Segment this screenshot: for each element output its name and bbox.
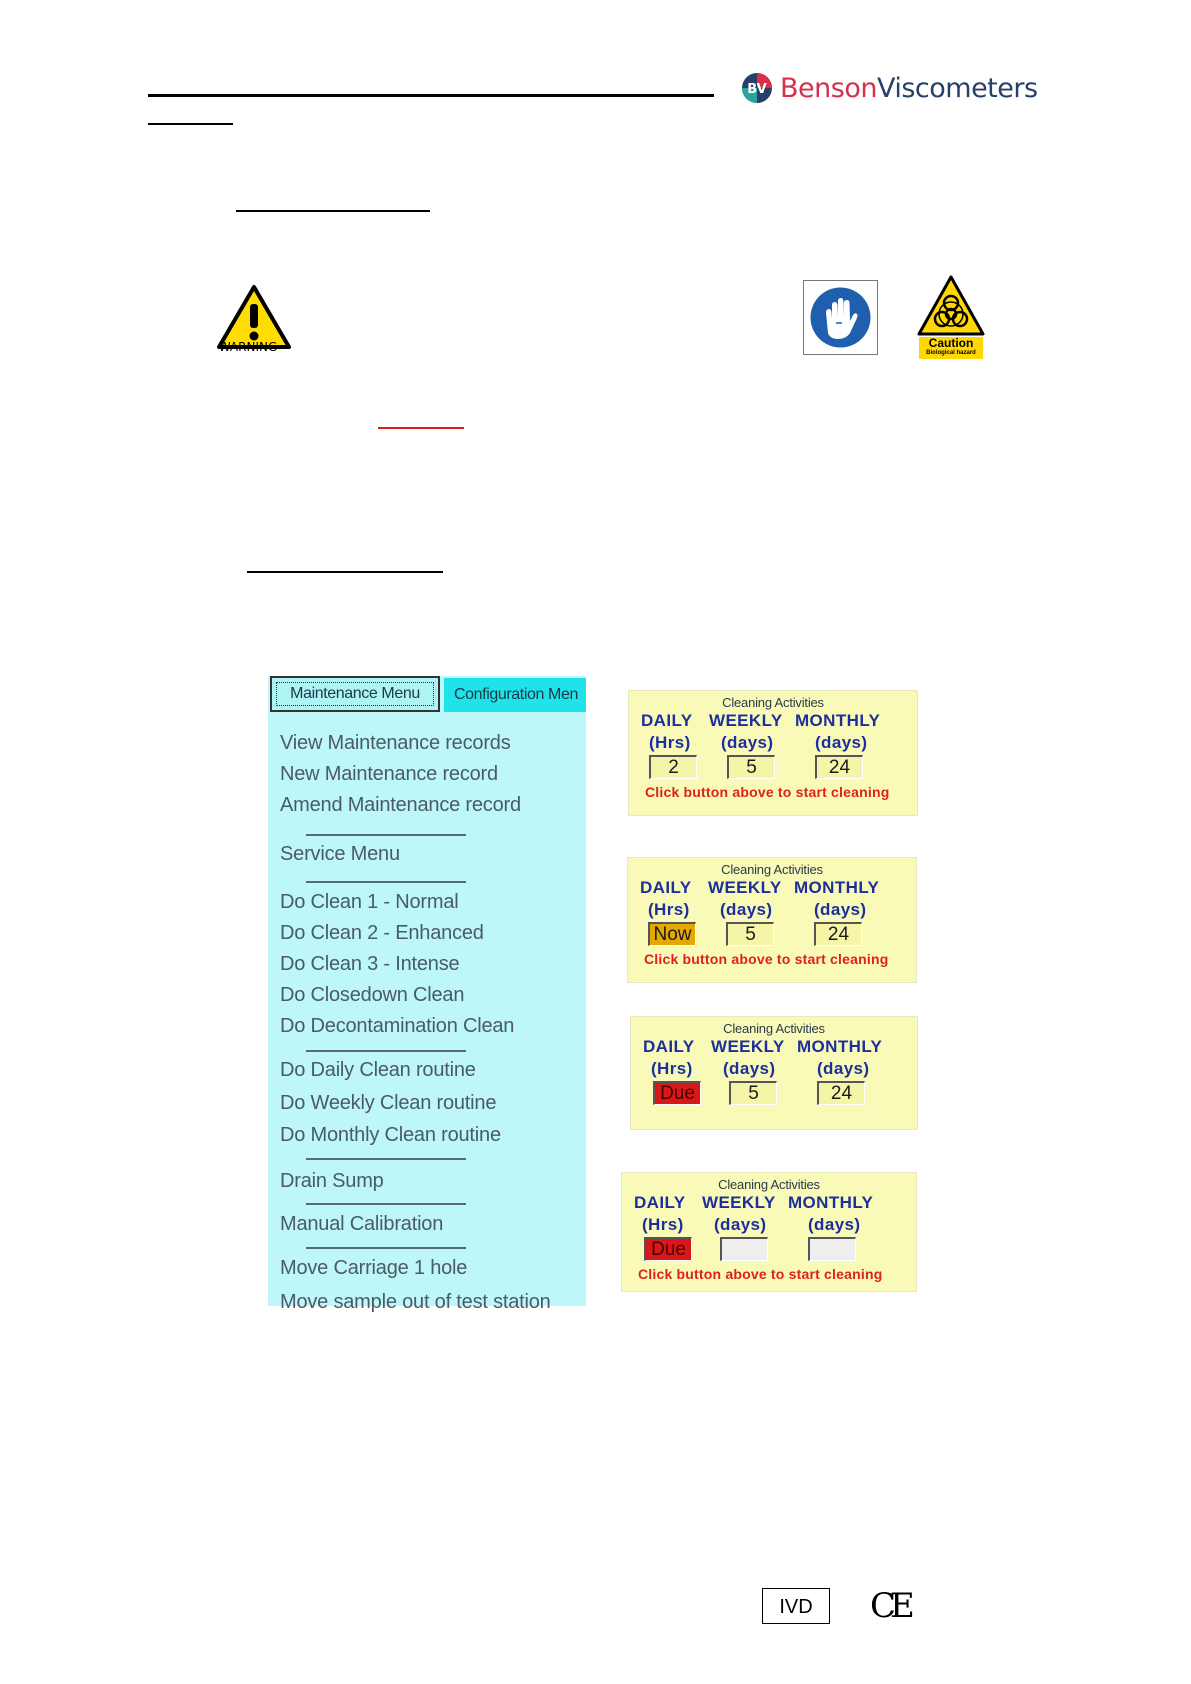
cleaning-activities-panel	[628, 690, 918, 816]
unit-daily: (Hrs)	[648, 900, 690, 919]
tab-maintenance-menu[interactable]	[270, 676, 440, 712]
panel-title: Cleaning Activities	[722, 695, 824, 710]
menu-separator	[306, 1247, 466, 1249]
tab-configuration-menu[interactable]: Configuration Men	[444, 678, 586, 712]
menu-item-drain-sump[interactable]: Drain Sump	[280, 1170, 384, 1192]
cleaning-activities-panel	[630, 1016, 918, 1130]
logo-name-b: Viscometers	[876, 72, 1038, 104]
menu-separator	[306, 1158, 466, 1160]
warning-label: WARNING	[218, 340, 278, 354]
daily-clean-button[interactable]: 2	[649, 755, 697, 779]
menu-item-do-clean-2[interactable]: Do Clean 2 - Enhanced	[280, 922, 484, 944]
unit-monthly: (days)	[815, 733, 868, 752]
menu-separator	[306, 1050, 466, 1052]
header-daily: DAILY	[641, 711, 693, 730]
header-monthly: MONTHLY	[788, 1193, 874, 1212]
header-weekly: WEEKLY	[709, 711, 783, 730]
logo-mark: BV	[747, 82, 767, 97]
menu-item-do-closedown-clean[interactable]: Do Closedown Clean	[280, 984, 465, 1006]
ppe-sign	[803, 280, 878, 355]
daily-clean-button[interactable]: Now	[648, 922, 696, 946]
unit-weekly: (days)	[720, 900, 773, 919]
unit-weekly: (days)	[714, 1215, 767, 1234]
menu-separator	[306, 1203, 466, 1205]
panel-title: Cleaning Activities	[721, 862, 823, 877]
weekly-clean-button[interactable]: 5	[729, 1081, 777, 1105]
menu-item-move-carriage[interactable]: Move Carriage 1 hole	[280, 1257, 468, 1279]
biohazard-caption	[919, 337, 983, 359]
header-monthly: MONTHLY	[797, 1037, 883, 1056]
bv-logo-icon	[740, 71, 774, 105]
header-weekly: WEEKLY	[708, 878, 782, 897]
header-monthly: MONTHLY	[795, 711, 881, 730]
weekly-clean-button[interactable]: 5	[727, 755, 775, 779]
menu-item-do-decontamination-clean[interactable]: Do Decontamination Clean	[280, 1015, 515, 1037]
unit-monthly: (days)	[814, 900, 867, 919]
monthly-clean-button[interactable]	[808, 1237, 856, 1261]
menu-separator	[306, 881, 466, 883]
header-weekly: WEEKLY	[702, 1193, 776, 1212]
header-rule-short	[148, 123, 233, 125]
monthly-clean-button[interactable]: 24	[814, 922, 862, 946]
biohazard-caption-title: Caution	[928, 336, 974, 350]
gloves-icon	[804, 281, 877, 354]
panel-title: Cleaning Activities	[723, 1021, 825, 1036]
panel-hint: Click button above to start cleaning	[644, 951, 889, 967]
menu-item-new-maintenance-record[interactable]: New Maintenance record	[280, 763, 498, 785]
panel-hint: Click button above to start cleaning	[645, 784, 890, 800]
daily-clean-button[interactable]: Due	[644, 1237, 692, 1261]
section-heading-rule-2	[247, 571, 443, 573]
ce-mark: CE	[870, 1586, 909, 1626]
panel-title: Cleaning Activities	[718, 1177, 820, 1192]
header-weekly: WEEKLY	[711, 1037, 785, 1056]
menu-item-weekly-clean-routine[interactable]: Do Weekly Clean routine	[280, 1092, 497, 1114]
monthly-clean-button[interactable]: 24	[815, 755, 863, 779]
unit-daily: (Hrs)	[649, 733, 691, 752]
header-daily: DAILY	[643, 1037, 695, 1056]
logo-name-a: Benson	[780, 72, 877, 104]
biohazard-caption-sub: Biological hazard	[926, 350, 976, 356]
cleaning-activities-panel	[621, 1172, 917, 1292]
unit-daily: (Hrs)	[651, 1059, 693, 1078]
section-heading-rule	[236, 210, 430, 212]
unit-monthly: (days)	[808, 1215, 861, 1234]
ivd-mark: IVD	[762, 1588, 830, 1624]
header-monthly: MONTHLY	[794, 878, 880, 897]
menu-item-do-clean-1[interactable]: Do Clean 1 - Normal	[280, 891, 459, 913]
panel-hint: Click button above to start cleaning	[638, 1266, 883, 1282]
unit-weekly: (days)	[723, 1059, 776, 1078]
menu-item-monthly-clean-routine[interactable]: Do Monthly Clean routine	[280, 1124, 501, 1146]
benson-viscometers-logo	[740, 68, 1038, 108]
menu-item-amend-maintenance-record[interactable]: Amend Maintenance record	[280, 794, 521, 816]
menu-item-manual-calibration[interactable]: Manual Calibration	[280, 1213, 444, 1235]
menu-item-move-sample-out[interactable]: Move sample out of test station	[280, 1291, 551, 1313]
header-rule	[148, 94, 714, 97]
header-daily: DAILY	[640, 878, 692, 897]
monthly-clean-button[interactable]: 24	[817, 1081, 865, 1105]
tab-maintenance-menu-label: Maintenance Menu	[276, 682, 434, 706]
unit-daily: (Hrs)	[642, 1215, 684, 1234]
menu-item-service-menu[interactable]: Service Menu	[280, 843, 400, 865]
unit-weekly: (days)	[721, 733, 774, 752]
menu-separator	[306, 834, 466, 836]
menu-item-do-clean-3[interactable]: Do Clean 3 - Intense	[280, 953, 460, 975]
menu-item-view-maintenance-records[interactable]: View Maintenance records	[280, 732, 511, 754]
red-emphasis-rule	[378, 427, 464, 429]
weekly-clean-button[interactable]	[720, 1237, 768, 1261]
weekly-clean-button[interactable]: 5	[726, 922, 774, 946]
daily-clean-button[interactable]: Due	[653, 1081, 701, 1105]
menu-item-daily-clean-routine[interactable]: Do Daily Clean routine	[280, 1059, 476, 1081]
unit-monthly: (days)	[817, 1059, 870, 1078]
cleaning-activities-panel	[627, 857, 917, 983]
header-daily: DAILY	[634, 1193, 686, 1212]
